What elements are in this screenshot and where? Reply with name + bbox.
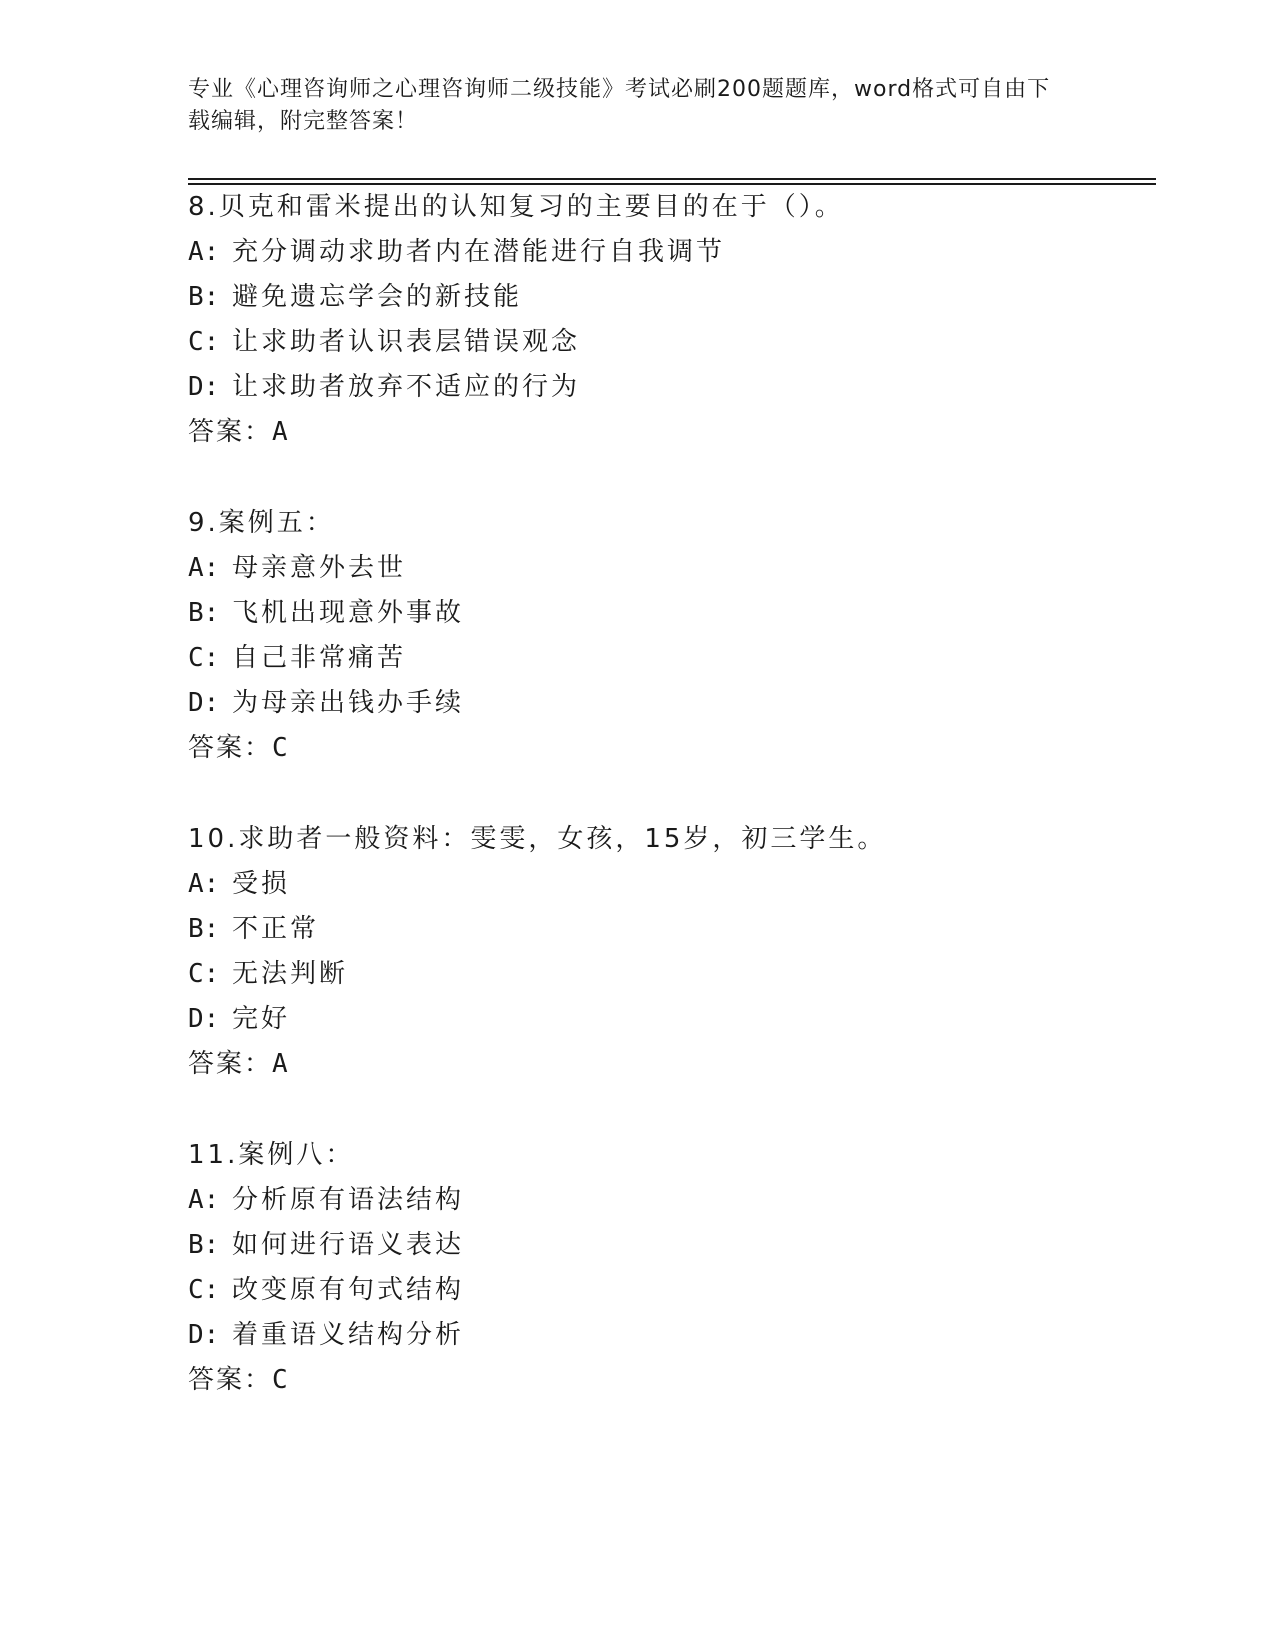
- option-b: [188, 912, 319, 946]
- option-key: D:: [188, 372, 220, 402]
- option-c: [188, 1273, 464, 1307]
- option-b: [188, 280, 522, 314]
- header-divider-bottom: [188, 183, 1156, 185]
- option-key: D:: [188, 1320, 220, 1350]
- option-b: [188, 1228, 464, 1262]
- option-text: 着重语义结构分析: [232, 1320, 465, 1350]
- option-key: D:: [188, 1004, 220, 1034]
- answer-label: 答案：: [188, 1365, 273, 1395]
- option-d: [188, 1318, 464, 1352]
- answer-line: [188, 415, 290, 449]
- option-text: 完好: [232, 1004, 291, 1034]
- answer-value: A: [272, 1049, 290, 1079]
- option-d: [188, 370, 580, 404]
- question-stem: 8.贝克和雷米提出的认知复习的主要目的在于（）。: [188, 192, 844, 222]
- answer-value: A: [272, 417, 290, 447]
- option-d: [188, 686, 464, 720]
- option-text: 母亲意外去世: [232, 553, 407, 583]
- answer-label: 答案：: [188, 417, 273, 447]
- option-text: 为母亲出钱办手续: [232, 688, 465, 718]
- question-stem: 10.求助者一般资料：雯雯，女孩，15岁，初三学生。: [188, 824, 887, 854]
- option-a: [188, 235, 725, 269]
- option-key: D:: [188, 688, 220, 718]
- option-text: 避免遗忘学会的新技能: [232, 282, 523, 312]
- option-key: C:: [188, 327, 220, 357]
- option-key: A:: [188, 553, 220, 583]
- answer-line: [188, 1047, 290, 1081]
- question-stem: 11.案例八：: [188, 1140, 355, 1170]
- option-text: 无法判断: [232, 959, 349, 989]
- document-header: 专业《心理咨询师之心理咨询师二级技能》考试必刷200题题库，word格式可自由下载编辑，附完整答案！: [188, 77, 1051, 134]
- option-key: B:: [188, 598, 220, 628]
- option-key: A:: [188, 237, 220, 267]
- option-text: 分析原有语法结构: [232, 1185, 465, 1215]
- option-a: [188, 867, 290, 901]
- option-text: 充分调动求助者内在潜能进行自我调节: [232, 237, 726, 267]
- answer-line: [188, 1363, 290, 1397]
- option-key: C:: [188, 959, 220, 989]
- option-key: B:: [188, 914, 220, 944]
- option-text: 飞机出现意外事故: [232, 598, 465, 628]
- answer-label: 答案：: [188, 1049, 273, 1079]
- option-key: B:: [188, 282, 220, 312]
- option-a: [188, 1183, 464, 1217]
- header-divider-top: [188, 178, 1156, 180]
- option-text: 改变原有句式结构: [232, 1275, 465, 1305]
- option-text: 不正常: [232, 914, 320, 944]
- option-text: 受损: [232, 869, 291, 899]
- option-c: [188, 957, 348, 991]
- option-text: 让求助者认识表层错误观念: [232, 327, 581, 357]
- option-text: 自己非常痛苦: [232, 643, 407, 673]
- option-key: C:: [188, 1275, 220, 1305]
- option-key: B:: [188, 1230, 220, 1260]
- option-c: [188, 641, 406, 675]
- option-text: 让求助者放弃不适应的行为: [232, 372, 581, 402]
- option-key: A:: [188, 869, 220, 899]
- answer-value: C: [272, 733, 290, 763]
- answer-line: [188, 731, 290, 765]
- answer-value: C: [272, 1365, 290, 1395]
- option-key: C:: [188, 643, 220, 673]
- option-text: 如何进行语义表达: [232, 1230, 465, 1260]
- option-key: A:: [188, 1185, 220, 1215]
- option-d: [188, 1002, 290, 1036]
- option-b: [188, 596, 464, 630]
- answer-label: 答案：: [188, 733, 273, 763]
- option-a: [188, 551, 406, 585]
- question-stem: 9.案例五：: [188, 508, 335, 538]
- option-c: [188, 325, 580, 359]
